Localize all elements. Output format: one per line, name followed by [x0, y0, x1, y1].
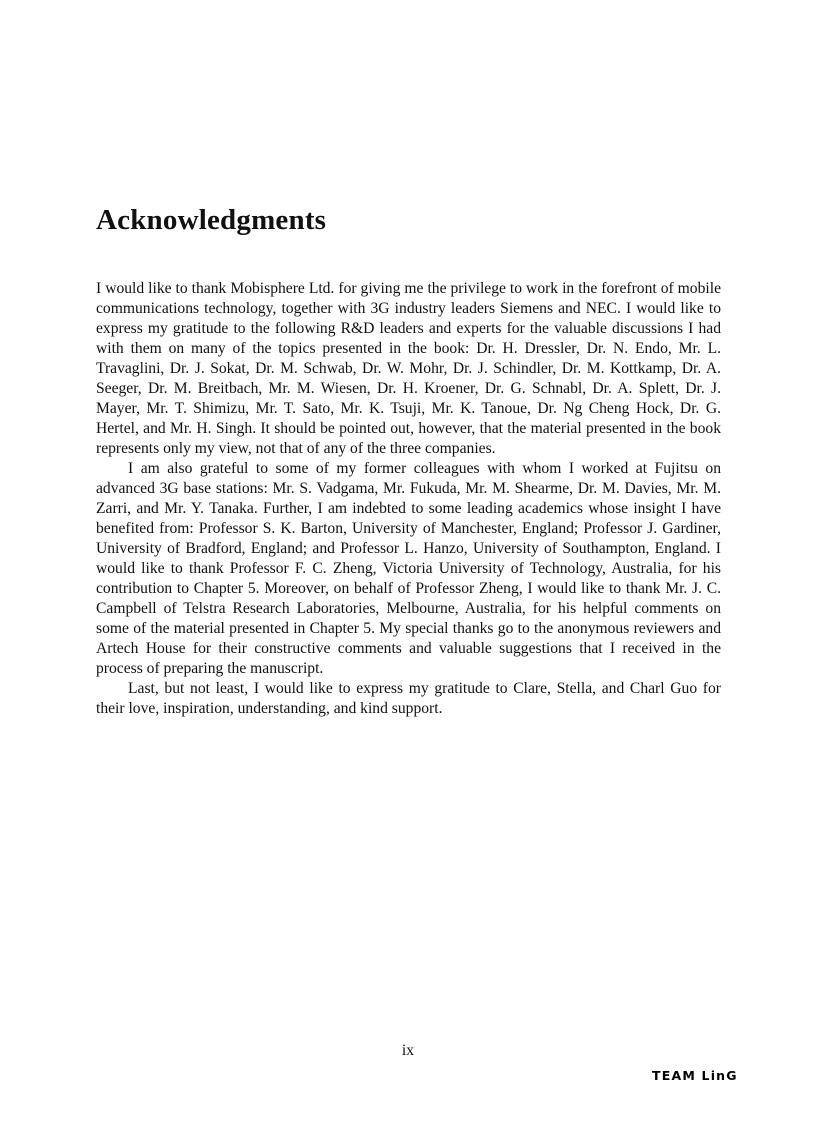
page-number: ix [401, 1042, 415, 1059]
paragraph-thanks-mobisphere: I would like to thank Mobisphere Ltd. for giving me the privilege to work in the forefront of mobile communications technology, together with 3G industry leaders Siemens and NEC. I would like to express my gratitude to the following R&D leaders and experts for the valuable discussions I had with them on many of the topics presented in the book: Dr. H. Dressler, Dr. N. Endo, Mr. L. Travaglini, Dr. J. Sokat, Dr. M. Schwab, Dr. W. Mohr, Dr. J. Schindler, Dr. M. Kottkamp, Dr. A. Seeger, Dr. M. Breitbach, Mr. M. Wiesen, Dr. H. Kroener, Dr. G. Schnabl, Dr. A. Splett, Dr. J. Mayer, Mr. T. Shimizu, Mr. T. Sato, Mr. K. Tsuji, Mr. K. Tanoue, Dr. Ng Cheng Hock, Dr. G. Hertel, and Mr. H. Singh. It should be pointed out, however, that the material presented in the book represents only my view, not that of any of the three companies. [96, 280, 721, 457]
paragraph-thanks-colleagues: I am also grateful to some of my former colleagues with whom I worked at Fujitsu on advanced 3G base stations: Mr. S. Vadgama, Mr. Fukuda, Mr. M. Shearme, Dr. M. Davies, Mr. M. Zarri, and Mr. Y. Tanaka. Further, I am indebted to some leading academics whose insight I have benefited from: Professor S. K. Barton, University of Manchester, England; Professor J. Gardiner, University of Bradford, England; and Professor L. Hanzo, University of Southampton, England. I would like to thank Professor F. C. Zheng, Victoria University of Technology, Australia, for his contribution to Chapter 5. Moreover, on behalf of Professor Zheng, I would like to thank Mr. J. C. Campbell of Telstra Research Laboratories, Melbourne, Australia, for his helpful comments on some of the material presented in Chapter 5. My special thanks go to the anonymous reviewers and Artech House for their constructive comments and valuable suggestions that I received in the process of preparing the manuscript. [96, 460, 721, 677]
team-ling-watermark: TEAM LinG [652, 1068, 738, 1083]
paragraph-thanks-family: Last, but not least, I would like to express my gratitude to Clare, Stella, and Charl Guo for their love, inspiration, understanding, and kind support. [96, 680, 721, 717]
body-text [96, 279, 721, 719]
page-title: Acknowledgments [96, 204, 327, 236]
